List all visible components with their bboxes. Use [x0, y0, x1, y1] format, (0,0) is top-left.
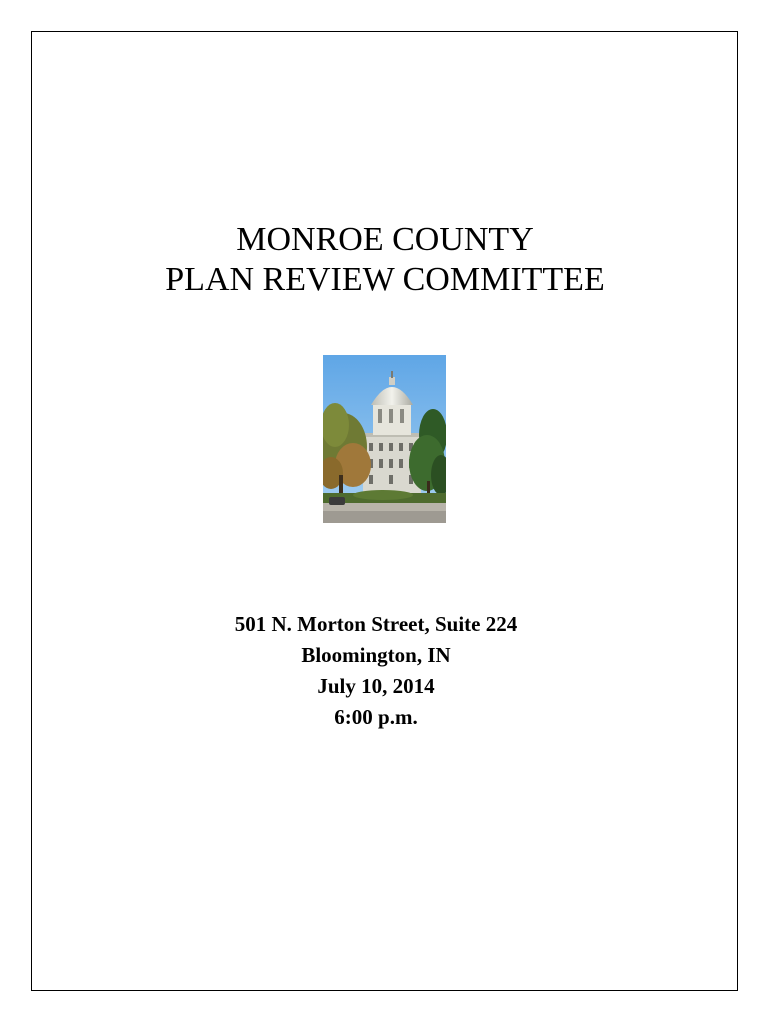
city-line: Bloomington, IN — [301, 643, 451, 667]
title-line-committee: PLAN REVIEW COMMITTEE — [165, 261, 605, 298]
date-line: July 10, 2014 — [317, 674, 435, 698]
meeting-info — [0, 609, 752, 733]
title-line-county: MONROE COUNTY — [236, 221, 534, 258]
address-line: 501 N. Morton Street, Suite 224 — [234, 612, 518, 636]
document-title — [0, 220, 770, 300]
time-line: 6:00 p.m. — [334, 705, 418, 729]
courthouse-photo — [323, 355, 446, 523]
